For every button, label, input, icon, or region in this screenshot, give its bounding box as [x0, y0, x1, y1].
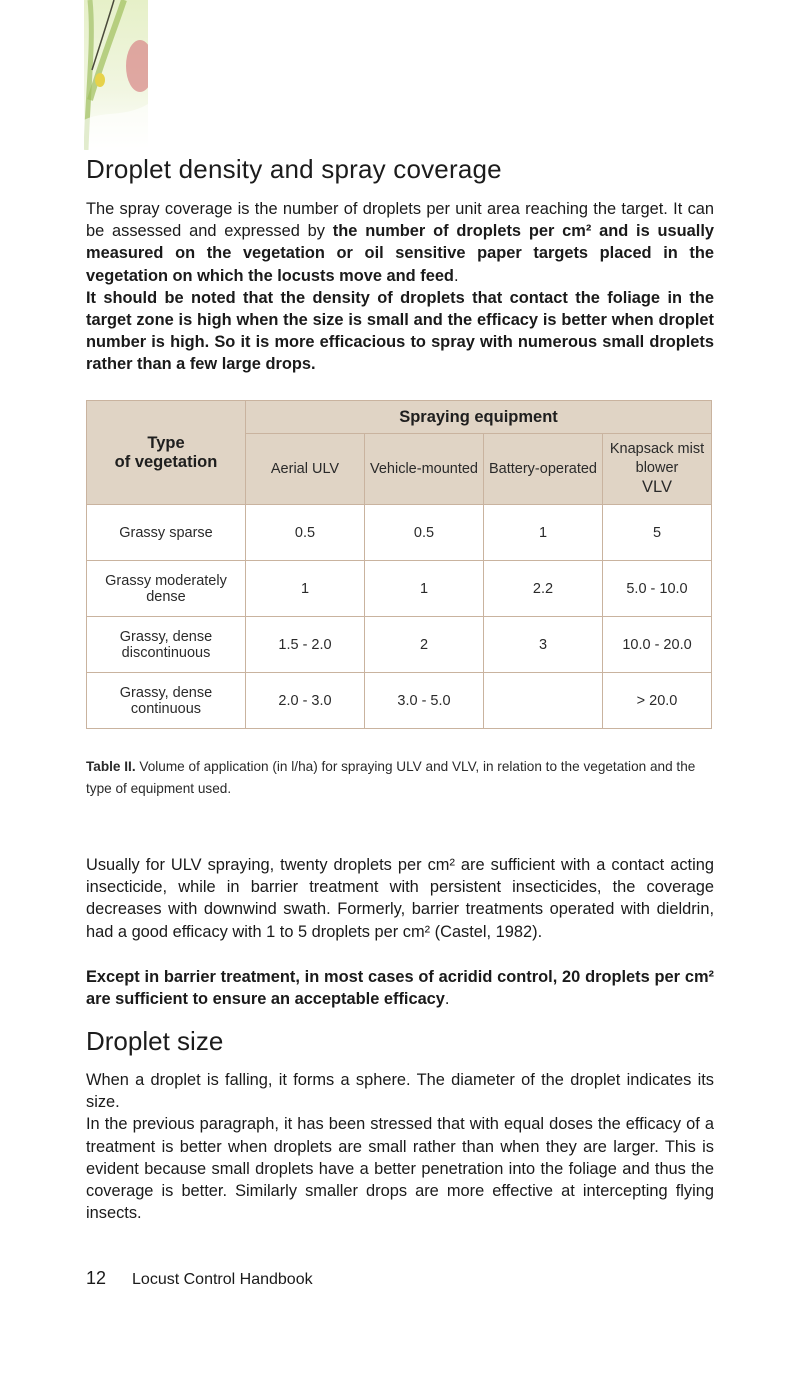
paragraph-text: When a droplet is falling, it forms a sphere. The diameter of the droplet indicates its size. [86, 1071, 714, 1112]
paragraph-ulv-spraying: Usually for ULV spraying, twenty droplets per cm² are sufficient with a contact acting insecticide, while in barrier treatment with persistent insecticides, the coverage decreases with downwind swath. Formerly, barrier treatments operated with dieldrin, had a good efficacy with 1 to 5 droplets per cm² (Castel, 1982). [86, 856, 714, 941]
column-header: Vehicle-mounted [365, 434, 484, 505]
vegetation-cell: Grassy, dense discontinuous [87, 617, 246, 673]
paragraph-text: . [453, 266, 459, 285]
table-header-row [87, 401, 712, 434]
table-row [87, 617, 712, 673]
value-cell: 0.5 [365, 505, 484, 561]
value-cell: 1.5 - 2.0 [246, 617, 365, 673]
caption-label: Table II. [86, 759, 136, 774]
paragraph-text: In the previous paragraph, it has been stressed that with equal doses the efficacy of a treatment is better when droplets are small rather than when they are larger. This is evident because small droplets have a better penetration into the foliage and thus the coverage is better. Similarly smaller drops are more effective at intercepting flying insects. [86, 1115, 714, 1223]
value-cell: 1 [246, 561, 365, 617]
caption-text: Volume of application (in l/ha) for spraying ULV and VLV, in relation to the vegetation and the type of equipment used. [86, 759, 696, 796]
group-header: Spraying equipment [246, 401, 712, 434]
corner-line: Type [147, 433, 185, 452]
value-cell: 10.0 - 20.0 [603, 617, 712, 673]
value-cell: 1 [484, 505, 603, 561]
value-cell: > 20.0 [603, 673, 712, 729]
paragraph-bold-text: the number of droplets per cm² and is usually measured on the vegetation or oil sensitive paper targets placed in the vegetation on which the locusts move and feed [86, 222, 714, 285]
book-title: Locust Control Handbook [132, 1271, 313, 1288]
value-cell: 2.2 [484, 561, 603, 617]
vegetation-cell: Grassy, dense continuous [87, 673, 246, 729]
paragraph-barrier-treatment [86, 966, 714, 1010]
vegetation-cell: Grassy sparse [87, 505, 246, 561]
value-cell: 2.0 - 3.0 [246, 673, 365, 729]
corner-illustration [84, 0, 148, 150]
page-footer [86, 1268, 313, 1289]
value-cell: 0.5 [246, 505, 365, 561]
value-cell: 5 [603, 505, 712, 561]
table-corner-header [87, 401, 246, 505]
paragraph-droplet-size [86, 1069, 714, 1224]
table-caption [86, 756, 714, 800]
paragraph-text: The spray coverage is the number of droplets per unit area reaching the target. It can be assessed and expressed by [86, 200, 714, 241]
value-cell: 2 [365, 617, 484, 673]
column-header-subtext: VLV [642, 478, 672, 496]
table-row [87, 561, 712, 617]
section-heading-droplet-size: Droplet size [86, 1026, 224, 1056]
value-cell [484, 673, 603, 729]
column-header-text: Knapsack mist blower [609, 441, 705, 476]
page-number: 12 [86, 1268, 107, 1288]
paragraph-bold-text: Except in barrier treatment, in most cases of acridid control, 20 droplets per cm² are sufficient to ensure an acceptable efficacy [86, 968, 714, 1009]
vegetation-cell: Grassy moderately dense [87, 561, 246, 617]
corner-line: of vegetation [114, 452, 218, 471]
section-heading-droplet-density: Droplet density and spray coverage [86, 154, 502, 184]
value-cell: 1 [365, 561, 484, 617]
paragraph-coverage [86, 198, 714, 376]
value-cell: 3 [484, 617, 603, 673]
application-volume-table [86, 400, 712, 729]
value-cell: 3.0 - 5.0 [365, 673, 484, 729]
column-header: Aerial ULV [246, 434, 365, 505]
table-row [87, 505, 712, 561]
paragraph-bold-note: It should be noted that the density of droplets that contact the foliage in the target zone is high when the size is small and the efficacy is better when droplet number is high. So it is more efficacious to spray with numerous small droplets rather than a few large drops. [86, 288, 714, 374]
paragraph-text: . [444, 990, 450, 1009]
plant-image [84, 0, 148, 150]
value-cell: 5.0 - 10.0 [603, 561, 712, 617]
table-row [87, 673, 712, 729]
column-header: Battery-operated [484, 434, 603, 505]
column-header-last [603, 434, 712, 505]
